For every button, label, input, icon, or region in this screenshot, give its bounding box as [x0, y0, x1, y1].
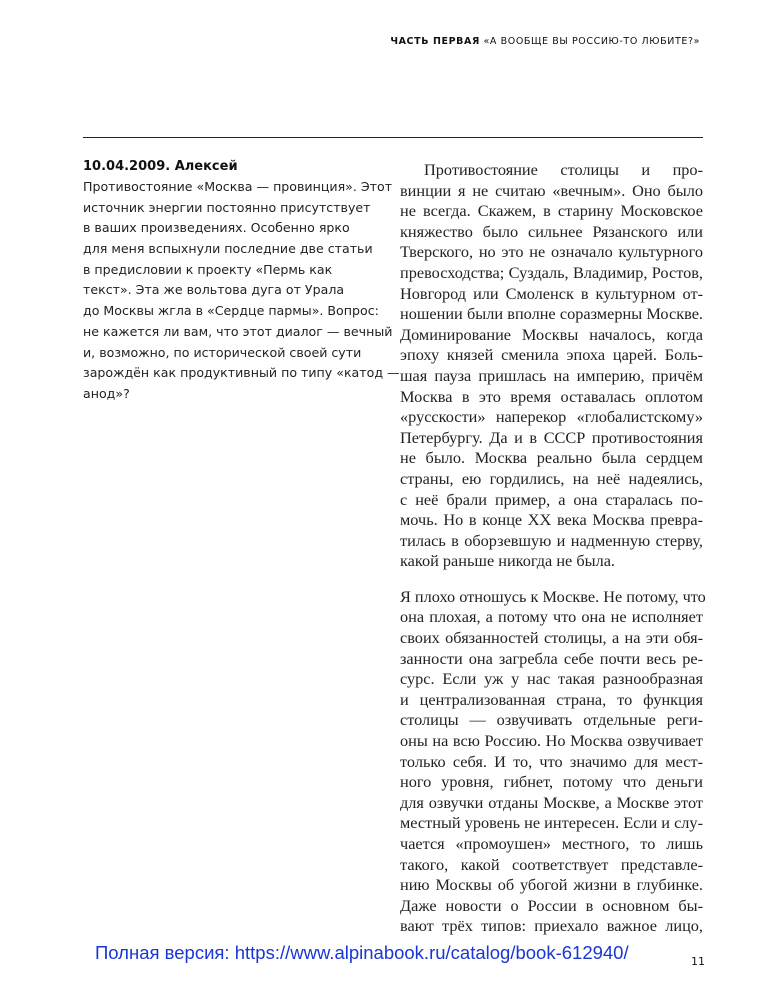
answer-line: мочь. Но в конце XX века Москва превра- [400, 510, 703, 530]
question-line: в ваших произведениях. Особенно ярко [83, 220, 350, 236]
answer-line: и централизованная страна, то функция [400, 689, 703, 709]
answer-line: тилась в оборзевшую и надменную стерву, [400, 530, 703, 550]
answer-line: Петербургу. Да и в СССР противостояния [400, 427, 703, 447]
answer-line: винции я не считаю «вечным». Оно было [400, 180, 703, 200]
question-line: Противостояние «Москва — провинция». Этот [83, 179, 393, 194]
author-answer [400, 160, 706, 952]
answer-line: занности она загребла себе почти весь ре- [400, 648, 703, 668]
question-line: не кажется ли вам, что этот диалог — вечный [83, 323, 393, 339]
answer-line: своих обязанностей столицы, а на эти обя- [400, 628, 703, 648]
answer-line: какой раньше никогда не была. [400, 551, 615, 571]
question-line: анод»? [83, 385, 130, 401]
answer-line: вают трёх типов: приехало важное лицо, [400, 916, 703, 936]
answer-line: превосходства; Суздаль, Владимир, Ростов, [400, 262, 703, 282]
answer-line: местный уровень не интересен. Если и слу- [400, 813, 703, 833]
question-line: текст». Эта же вольтова дуга от Урала [83, 282, 345, 298]
question-author: 10.04.2009. Алексей [83, 159, 238, 174]
answer-line: эпоху князей сменила эпоха царей. Боль- [400, 345, 703, 365]
answer-line: ношении были вполне соразмерны Москве. [400, 304, 703, 324]
answer-line: Я плохо отношусь к Москве. Не потому, что [400, 586, 706, 606]
answer-line: княжество было сильнее Рязанского или [400, 221, 703, 241]
answer-paragraph [400, 160, 703, 572]
question-line: источник энергии постоянно присутствует [83, 199, 371, 215]
reader-question [83, 157, 400, 405]
question-line: для меня вспыхнули последние две статьи [83, 241, 373, 257]
answer-line: она плохая, а потому что она не исполняет [400, 607, 703, 627]
part-label: ЧАСТЬ ПЕРВАЯ [390, 36, 480, 47]
answer-line: «русскости» наперекор «глобалистскому» [400, 407, 703, 427]
answer-line: не было. Москва реально была сердцем [400, 448, 703, 468]
question-line: зарождён как продуктивный по типу «катод — [83, 365, 400, 381]
answer-line: столицы — озвучивать отдельные реги- [400, 710, 703, 730]
running-header [390, 36, 700, 47]
answer-line: Новгород или Смоленск в культурном от- [400, 283, 703, 303]
page-number: 11 [691, 955, 705, 968]
answer-line: нию Москвы об убогой жизни в глубинке. [400, 875, 703, 895]
answer-line: не всегда. Скажем, в старину Московское [400, 201, 703, 221]
answer-line: Даже новости о России в основном бы- [400, 895, 703, 915]
answer-line: Москва в это время оставалась оплотом [400, 386, 703, 406]
answer-line: Тверского, но это не означало культурного [400, 242, 703, 262]
question-text [83, 177, 400, 405]
answer-line: шая пауза пришлась на империю, причём [400, 365, 703, 385]
answer-line: Доминирование Москвы началось, когда [400, 324, 703, 344]
question-line: до Москвы жгла в «Сердце пармы». Вопрос: [83, 303, 379, 319]
answer-line: чается «промоушен» местного, то лишь [400, 834, 703, 853]
answer-line: оны на всю Россию. Но Москва озвучивает [400, 731, 703, 751]
answer-paragraph [400, 586, 706, 937]
answer-line: страны, ею гордились, на неё надеялись, [400, 468, 703, 488]
answer-line: такого, какой соответствует представле- [400, 854, 703, 874]
answer-line: только себя. И то, что значимо для мест- [400, 751, 703, 771]
full-version-link[interactable]: Полная версия: https://www.alpinabook.ru/catalog/book-612940/ [95, 942, 629, 963]
answer-line: с неё брали пример, а она старалась по- [400, 489, 703, 509]
header-divider [83, 137, 703, 138]
chapter-title: «А ВООБЩЕ ВЫ РОССИЮ-ТО ЛЮБИТЕ?» [483, 36, 700, 47]
answer-line: ного уровня, гибнет, потому что деньги [400, 772, 703, 792]
answer-line: сурс. Если уж у нас такая разнообразная [400, 669, 703, 689]
question-line: в предисловии к проекту «Пермь как [83, 261, 333, 277]
answer-line: для озвучки отданы Москве, а Москве этот [400, 792, 703, 812]
question-line: и, возможно, по исторической своей сути [83, 344, 362, 360]
answer-line: Противостояние столицы и про- [424, 160, 703, 179]
